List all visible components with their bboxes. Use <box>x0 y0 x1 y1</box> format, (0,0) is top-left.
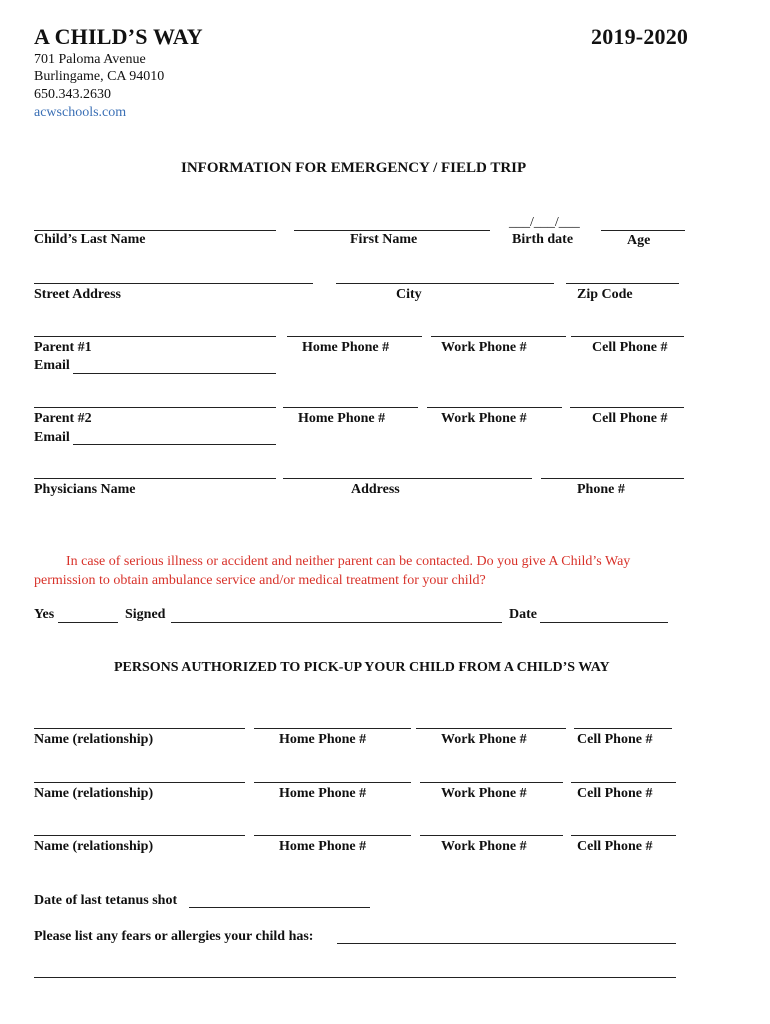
pickup1-name-label: Name (relationship) <box>34 732 154 747</box>
date-field[interactable] <box>540 622 668 623</box>
parent2-name-field[interactable] <box>34 407 276 408</box>
parent2-email-label: Email <box>34 430 70 445</box>
zip-code-field[interactable] <box>566 283 679 284</box>
parent2-home-phone-field[interactable] <box>283 407 418 408</box>
pickup3-name-field[interactable] <box>34 835 245 836</box>
pickup2-work-phone-label: Work Phone # <box>441 786 527 801</box>
pickup2-home-phone-label: Home Phone # <box>279 786 367 801</box>
pickup3-work-phone-field[interactable] <box>420 835 563 836</box>
parent1-home-phone-label: Home Phone # <box>302 340 390 355</box>
street-address-field[interactable] <box>34 283 313 284</box>
consent-text-line1: In case of serious illness or accident and neither parent can be contacted. Do you give A Child’s Way <box>66 554 631 569</box>
tetanus-label: Date of last tetanus shot <box>34 893 178 908</box>
parent2-email-field[interactable] <box>73 444 276 445</box>
physician-phone-label: Phone # <box>577 482 625 497</box>
pickup1-cell-phone-field[interactable] <box>574 728 672 729</box>
parent1-home-phone-field[interactable] <box>287 336 422 337</box>
pickup1-name-field[interactable] <box>34 728 245 729</box>
signed-label: Signed <box>125 607 166 622</box>
pickup3-home-phone-label: Home Phone # <box>279 839 367 854</box>
physician-phone-field[interactable] <box>541 478 684 479</box>
physician-name-field[interactable] <box>34 478 276 479</box>
pickup3-work-phone-label: Work Phone # <box>441 839 527 854</box>
parent2-work-phone-field[interactable] <box>427 407 562 408</box>
child-last-name-label: Child’s Last Name <box>34 232 146 247</box>
child-last-name-field[interactable] <box>34 230 276 231</box>
yes-label: Yes <box>34 607 55 622</box>
allergies-field-continued[interactable] <box>34 977 676 978</box>
city-label: City <box>396 287 422 302</box>
tetanus-date-field[interactable] <box>189 907 370 908</box>
pickup3-name-label: Name (relationship) <box>34 839 154 854</box>
city-field[interactable] <box>336 283 554 284</box>
parent2-label: Parent #2 <box>34 411 92 426</box>
pickup2-name-field[interactable] <box>34 782 245 783</box>
birth-date-label: Birth date <box>512 232 574 247</box>
parent1-cell-phone-field[interactable] <box>571 336 684 337</box>
yes-field[interactable] <box>58 622 118 623</box>
pickup1-work-phone-field[interactable] <box>416 728 566 729</box>
parent1-email-field[interactable] <box>73 373 276 374</box>
parent1-label: Parent #1 <box>34 340 92 355</box>
pickup3-cell-phone-label: Cell Phone # <box>577 839 653 854</box>
birth-date-field[interactable]: ___/___/___ <box>509 215 580 230</box>
school-year: 2019-2020 <box>591 24 689 49</box>
pickup1-home-phone-field[interactable] <box>254 728 411 729</box>
parent2-cell-phone-field[interactable] <box>570 407 684 408</box>
parent1-name-field[interactable] <box>34 336 276 337</box>
pickup2-name-label: Name (relationship) <box>34 786 154 801</box>
school-name: A CHILD’S WAY <box>34 24 203 49</box>
parent1-work-phone-field[interactable] <box>431 336 566 337</box>
pickup3-home-phone-field[interactable] <box>254 835 411 836</box>
website-link[interactable]: acwschools.com <box>34 105 127 120</box>
zip-code-label: Zip Code <box>577 287 633 302</box>
address-city: Burlingame, CA 94010 <box>34 69 165 84</box>
first-name-label: First Name <box>350 232 418 247</box>
parent1-email-label: Email <box>34 358 70 373</box>
pickup-heading: PERSONS AUTHORIZED TO PICK-UP YOUR CHILD FROM A CHILD’S WAY <box>114 660 610 675</box>
pickup2-cell-phone-label: Cell Phone # <box>577 786 653 801</box>
pickup2-cell-phone-field[interactable] <box>571 782 676 783</box>
pickup1-work-phone-label: Work Phone # <box>441 732 527 747</box>
physician-address-label: Address <box>351 482 400 497</box>
parent2-work-phone-label: Work Phone # <box>441 411 527 426</box>
pickup3-cell-phone-field[interactable] <box>571 835 676 836</box>
street-address-label: Street Address <box>34 287 121 302</box>
pickup1-home-phone-label: Home Phone # <box>279 732 367 747</box>
address-phone: 650.343.2630 <box>34 87 111 102</box>
age-field[interactable] <box>601 230 685 231</box>
age-label: Age <box>627 233 651 248</box>
pickup1-cell-phone-label: Cell Phone # <box>577 732 653 747</box>
address-street: 701 Paloma Avenue <box>34 52 146 67</box>
parent2-cell-phone-label: Cell Phone # <box>592 411 668 426</box>
form-title: INFORMATION FOR EMERGENCY / FIELD TRIP <box>181 160 527 176</box>
pickup2-work-phone-field[interactable] <box>420 782 563 783</box>
date-label: Date <box>509 607 537 622</box>
physician-address-field[interactable] <box>283 478 532 479</box>
signature-field[interactable] <box>171 622 502 623</box>
allergies-label: Please list any fears or allergies your child has: <box>34 929 314 944</box>
pickup2-home-phone-field[interactable] <box>254 782 411 783</box>
parent1-cell-phone-label: Cell Phone # <box>592 340 668 355</box>
child-first-name-field[interactable] <box>294 230 490 231</box>
parent1-work-phone-label: Work Phone # <box>441 340 527 355</box>
parent2-home-phone-label: Home Phone # <box>298 411 386 426</box>
physician-name-label: Physicians Name <box>34 482 136 497</box>
consent-text-line2: permission to obtain ambulance service and/or medical treatment for your child? <box>34 573 486 588</box>
allergies-field[interactable] <box>337 943 676 944</box>
